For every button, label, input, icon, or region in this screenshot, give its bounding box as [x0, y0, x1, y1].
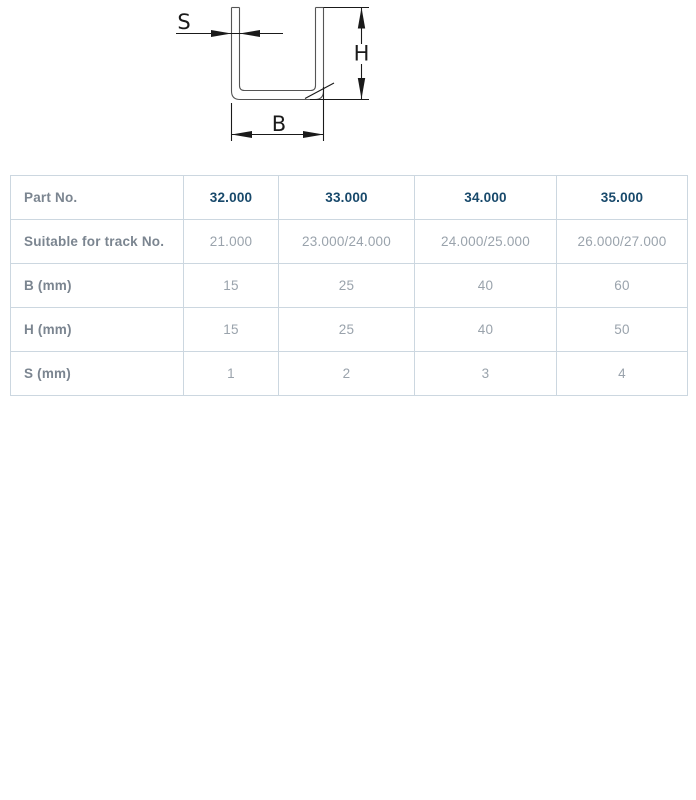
value-cell: 2: [279, 352, 415, 396]
value-cell: 4: [557, 352, 688, 396]
value-cell: 40: [415, 264, 557, 308]
value-cell: 15: [184, 264, 279, 308]
row-label: B (mm): [11, 264, 184, 308]
row-label: Part No.: [11, 176, 184, 220]
arrowhead-down-icon: [358, 78, 365, 99]
dimension-s: [176, 10, 283, 37]
dimension-h: [305, 8, 369, 100]
value-cell: 25: [279, 264, 415, 308]
table-row-b: [11, 264, 688, 308]
value-cell: 21.000: [184, 220, 279, 264]
row-label: Suitable for track No.: [11, 220, 184, 264]
u-profile-outline: [232, 8, 324, 100]
table-row-h: [11, 308, 688, 352]
value-cell: 25: [279, 308, 415, 352]
arrowhead-right-icon: [211, 30, 232, 37]
technical-drawing: [0, 0, 696, 165]
dimension-label-h: H: [353, 41, 370, 66]
dimension-label-s: S: [177, 10, 191, 34]
part-no-cell: 35.000: [557, 176, 688, 220]
value-cell: 24.000/25.000: [415, 220, 557, 264]
table-row-s: [11, 352, 688, 396]
arrowhead-left-icon: [240, 30, 261, 37]
dimension-label-b: B: [271, 112, 287, 136]
dimension-b: [232, 87, 324, 141]
part-no-cell: 34.000: [415, 176, 557, 220]
value-cell: 1: [184, 352, 279, 396]
table-row-track: [11, 220, 688, 264]
part-no-cell: 33.000: [279, 176, 415, 220]
value-cell: 15: [184, 308, 279, 352]
row-label: S (mm): [11, 352, 184, 396]
arrowhead-right-icon: [303, 131, 324, 138]
arrowhead-up-icon: [358, 8, 365, 29]
value-cell: 23.000/24.000: [279, 220, 415, 264]
value-cell: 40: [415, 308, 557, 352]
part-no-cell: 32.000: [184, 176, 279, 220]
row-label: H (mm): [11, 308, 184, 352]
value-cell: 26.000/27.000: [557, 220, 688, 264]
value-cell: 60: [557, 264, 688, 308]
value-cell: 50: [557, 308, 688, 352]
table-row-part-no: [11, 176, 688, 220]
specs-table: [10, 175, 688, 396]
arrowhead-left-icon: [232, 131, 253, 138]
value-cell: 3: [415, 352, 557, 396]
